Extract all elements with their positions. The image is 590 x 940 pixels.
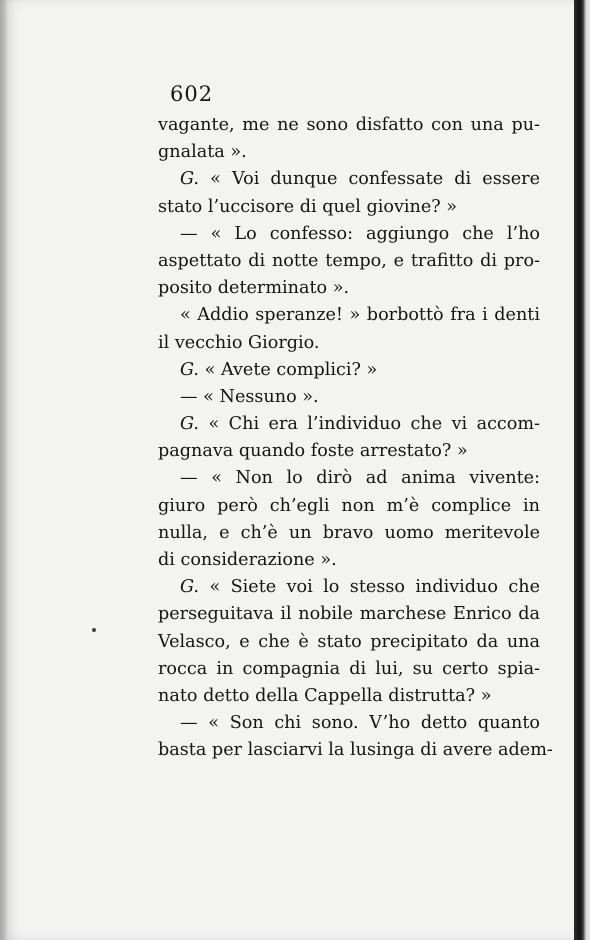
line-text: giuro però ch’egli non m’è complice in (158, 495, 540, 516)
text-line (158, 438, 540, 465)
text-line (158, 194, 540, 221)
line-text: il vecchio Giorgio. (158, 332, 320, 353)
line-text: basta per lasciarvi la lusinga di avere adem- (158, 740, 553, 761)
text-line (158, 275, 540, 302)
text-line (158, 166, 540, 193)
line-text: « Voi dunque confessate di essere (199, 169, 540, 190)
text-line (158, 520, 540, 547)
line-text: perseguitava il nobile marchese Enrico da (158, 604, 540, 625)
text-line (158, 384, 540, 411)
text-line (158, 710, 540, 737)
text-line (158, 737, 553, 764)
paper-speck (92, 628, 96, 632)
line-text: rocca in compagnia di lui, su certo spia- (158, 658, 540, 679)
line-text: « Siete voi lo stesso individuo che (199, 577, 540, 598)
text-line (158, 574, 540, 601)
line-text: vagante, me ne sono disfatto con una pu- (158, 115, 540, 135)
page-left-shadow (0, 0, 8, 940)
text-line (158, 139, 540, 166)
book-gutter-edge (574, 0, 590, 940)
text-line (158, 465, 540, 492)
line-text: — « Lo confesso: aggiungo che l’ho (180, 223, 540, 244)
line-text: aspettato di notte tempo, e trafitto di pro- (158, 250, 540, 271)
speaker-label: G. (180, 577, 200, 598)
line-text: di considerazione ». (158, 550, 337, 570)
line-text: « Avete complici? » (199, 359, 378, 380)
speaker-label: G. (180, 414, 200, 435)
text-line (158, 683, 540, 710)
line-text: posito determinato ». (158, 278, 350, 299)
line-text: — « Non lo dirò ad anima vivente: (180, 468, 540, 489)
line-text: nato detto della Cappella distrutta? » (158, 685, 492, 706)
line-text: nulla, e ch’è un bravo uomo meritevole (158, 522, 540, 543)
text-line (158, 248, 540, 275)
line-text: — « Nessuno ». (180, 386, 319, 407)
page-text (158, 112, 553, 765)
speaker-label: G. (180, 359, 200, 380)
text-line (158, 547, 540, 574)
text-line (158, 411, 540, 438)
line-text: — « Son chi sono. V’ho detto quanto (180, 713, 540, 734)
text-line (158, 629, 540, 656)
text-line (158, 357, 540, 384)
page-number: 602 (170, 82, 214, 106)
text-line (158, 330, 540, 357)
line-text: pagnava quando foste arrestato? » (158, 441, 468, 462)
text-line (158, 221, 540, 248)
line-text: « Addio speranze! » borbottò fra i denti (180, 305, 540, 326)
line-text: stato l’uccisore di quel giovine? » (158, 196, 458, 217)
line-text: « Chi era l’individuo che vi accom- (199, 414, 540, 435)
line-text: gnalata ». (158, 142, 247, 163)
text-line (158, 601, 540, 628)
speaker-label: G. (180, 169, 200, 190)
text-line (158, 493, 540, 520)
text-line (158, 302, 540, 329)
text-line (158, 112, 540, 139)
text-line (158, 656, 540, 683)
line-text: Velasco, e che è stato precipitato da una (158, 631, 540, 652)
